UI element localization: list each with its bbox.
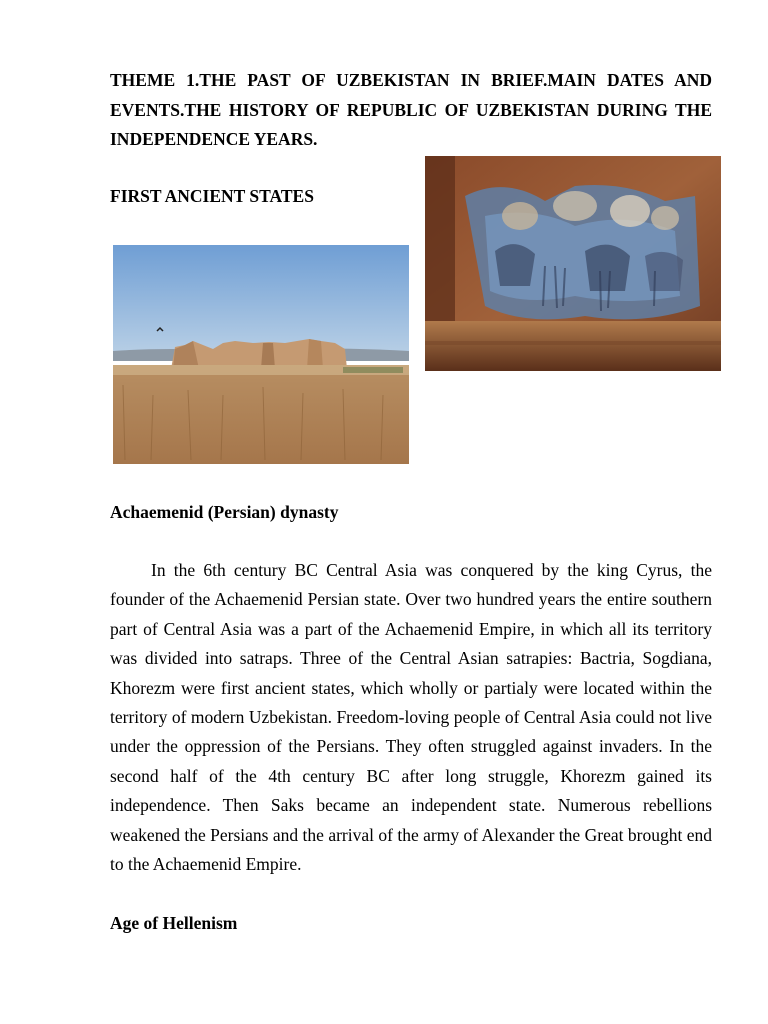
document-title: THEME 1.THE PAST OF UZBEKISTAN IN BRIEF.MAIN DATES AND EVENTS.THE HISTORY OF REPUBLIC OF UZBEKISTAN DURING THE INDEPENDENCE YEARS. [110,70,712,149]
section-heading: FIRST ANCIENT STATES [110,186,314,206]
mural-photo [425,156,721,371]
paragraph-achaemenid: In the 6th century BC Central Asia was conquered by the king Cyrus, the founder of the Achaemenid Persian state. Over two hundred years the entire southern part of Central Asia was a part of the Achaemenid Empire, in which all its territory was divided into satraps. Three of the Central Asian satrapies: Bactria, Sogdiana, Khorezm were first ancient states, which wholly or partialy were located within the territory of modern Uzbekistan. Freedom-loving people of Central Asia could not live under the oppression of the Persians. They often struggled against invaders. In the second half of the 4th century BC after long struggle, Khorezm gained its independence. Then Saks became an independent state. Numerous rebellions weakened the Persians and the arrival of the army of Alexander the Great brought end to the Achaemenid Empire. [110,560,712,875]
subsection-heading-hellenism: Age of Hellenism [110,913,238,933]
ruins-photo [113,245,409,464]
subsection-heading-achaemenid: Achaemenid (Persian) dynasty [110,502,339,522]
